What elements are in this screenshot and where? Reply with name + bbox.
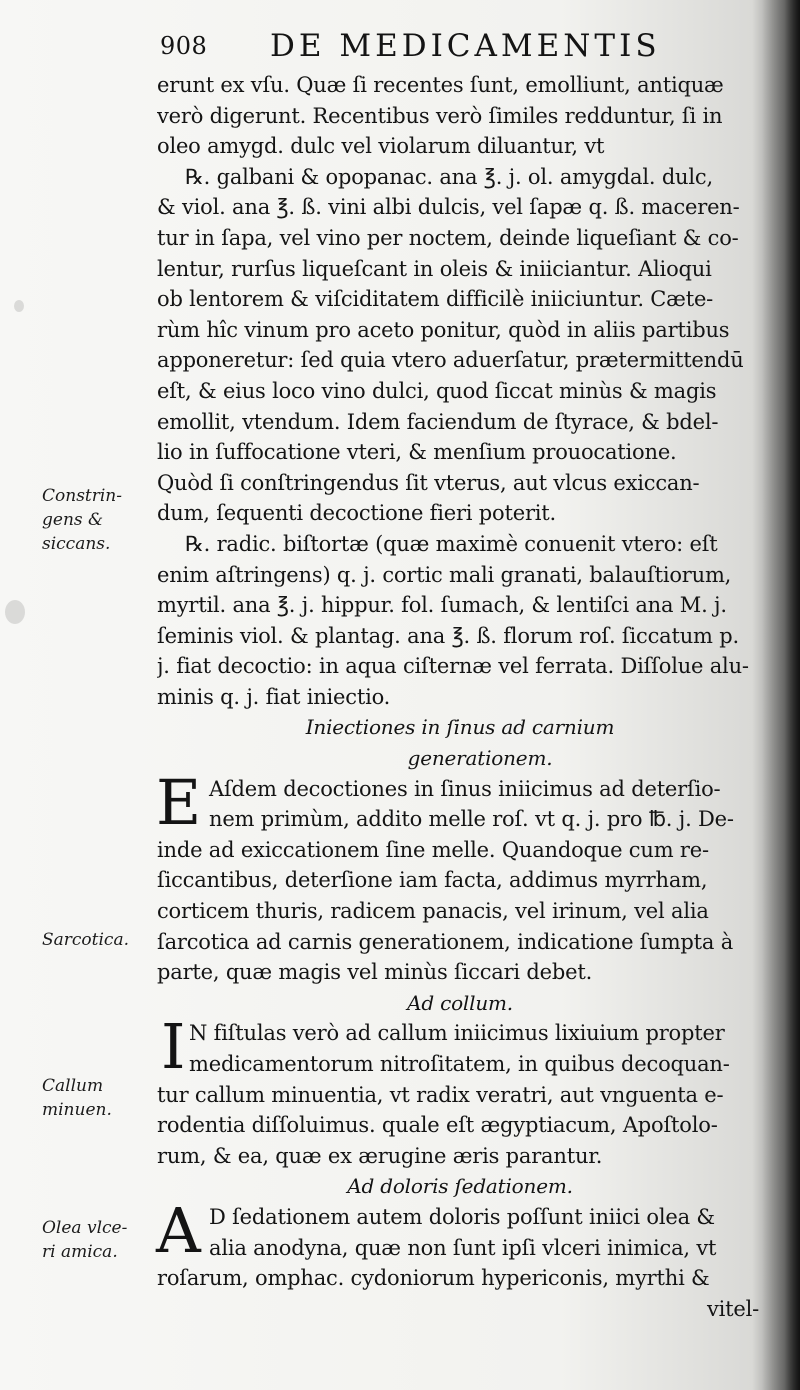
text-line: inde ad exiccationem ſine melle. Quandoque cum re- [157,837,709,862]
running-title: DE MEDICAMENTIS [270,28,661,64]
text-line: ob lentorem & viſciditatem difficilè iniiciuntur. Cæte- [157,287,714,312]
text-line: rum, & ea, quæ ex ærugine æris parantur. [157,1143,603,1168]
page-gutter-shadow [762,0,800,1390]
text-line: enim aſtringens) q. j. cortic mali granati, balauſtiorum, [157,562,732,587]
margin-note-olea: Olea vlce- ri amica. [42,1218,128,1262]
text-line: myrtil. ana ℥. j. hippur. fol. ſumach, & lentiſci ana M. j. [157,593,727,618]
drop-cap: I [161,1010,186,1084]
text-line: ſiccantibus, deterſione iam facta, addimus myrrham, [157,868,708,893]
text-line: medicamentorum nitroſitatem, in quibus decoquan- [189,1052,730,1076]
ink-blot [14,300,24,312]
text-line: parte, quæ magis vel minùs ſiccari debet. [157,960,593,985]
text-line: alia anodyna, quæ non ſunt ipſi vlceri inimica, vt [209,1235,717,1260]
text-line: oleo amygd. dulc vel violarum diluantur, vt [157,134,605,159]
text-line: ℞. galbani & opopanac. ana ℥. j. ol. amygdal. dulc, [185,164,713,189]
text-line: tur callum minuentia, vt radix veratri, aut vnguenta e- [157,1082,724,1107]
text-line: nem primùm, addito melle roſ. vt q. j. pro ℔. j. De- [209,807,734,832]
text-line: verò digerunt. Recentibus verò ſimiles redduntur, ſi in [157,103,723,128]
body-text [157,70,763,1324]
margin-note-callum: Callum minuen. [42,1076,112,1120]
text-line: erunt ex vſu. Quæ ſi recentes ſunt, emolliunt, antiquæ [157,73,724,97]
text-line: dum, ſequenti decoctione fieri poterit. [157,501,557,526]
text-line: Quòd ſi conſtringendus ſit vterus, aut vlcus exiccan- [157,470,700,495]
text-line: lentur, rurſus liqueſcant in oleis & iniiciantur. Alioqui [157,256,712,281]
text-line: corticem thuris, radicem panacis, vel irinum, vel alia [157,899,709,924]
text-line: D ſedationem autem doloris poſſunt iniici olea & [209,1204,715,1229]
section-heading: Iniectiones in ſinus ad carnium [305,715,615,740]
text-line: rùm hîc vinum pro aceto ponitur, quòd in aliis partibus [157,317,730,342]
text-line: ſarcotica ad carnis generationem, indicatione ſumpta à [157,929,734,954]
section-heading: generationem. [407,746,553,771]
text-line: j. fiat decoctio: in aqua ciſternæ vel ferrata. Diſſolue alu- [157,654,749,679]
text-line: & viol. ana ℥. ß. vini albi dulcis, vel ſapæ q. ß. maceren- [157,195,740,220]
drop-cap: A [156,1193,201,1267]
text-line: ℞. radic. biſtortæ (quæ maximè conuenit vtero: eſt [185,531,718,556]
page-header [160,28,720,68]
text-line: apponeretur: ſed quia vtero aduerſatur, prætermittendū [157,348,744,373]
text-line: tur in ſapa, vel vino per noctem, deinde liqueſiant & co- [157,225,739,250]
text-line: rodentia diſſoluimus. quale eſt ægyptiacum, Apoſtolo- [157,1113,718,1138]
catchword: vitel- [706,1296,759,1321]
margin-note-constringens: Constrin- gens & siccans. [42,486,123,554]
text-line: eſt, & eius loco vino dulci, quod ſiccat minùs & magis [157,378,717,403]
text-line: emollit, vtendum. Idem faciendum de ſtyrace, & bdel- [157,409,719,434]
text-line: ſeminis viol. & plantag. ana ℥. ß. florum roſ. ſiccatum p. [157,623,739,648]
text-line: roſarum, omphac. cydoniorum hypericonis, myrthi & [157,1266,710,1291]
drop-cap: E [156,765,202,839]
text-line: lio in ſuffocatione vteri, & menſium prouocatione. [157,440,677,465]
text-line: N fiſtulas verò ad callum iniicimus lixiuium propter [189,1021,725,1046]
margin-note-sarcotica: Sarcotica. [42,930,129,950]
section-heading: Ad doloris ſedationem. [347,1174,573,1199]
text-line: minis q. j. fiat iniectio. [157,684,391,709]
ink-blot [5,600,25,624]
text-line: Aſdem decoctiones in ſinus iniicimus ad deterſio- [209,776,721,801]
section-heading: Ad collum. [407,990,513,1015]
page-number: 908 [160,32,208,60]
